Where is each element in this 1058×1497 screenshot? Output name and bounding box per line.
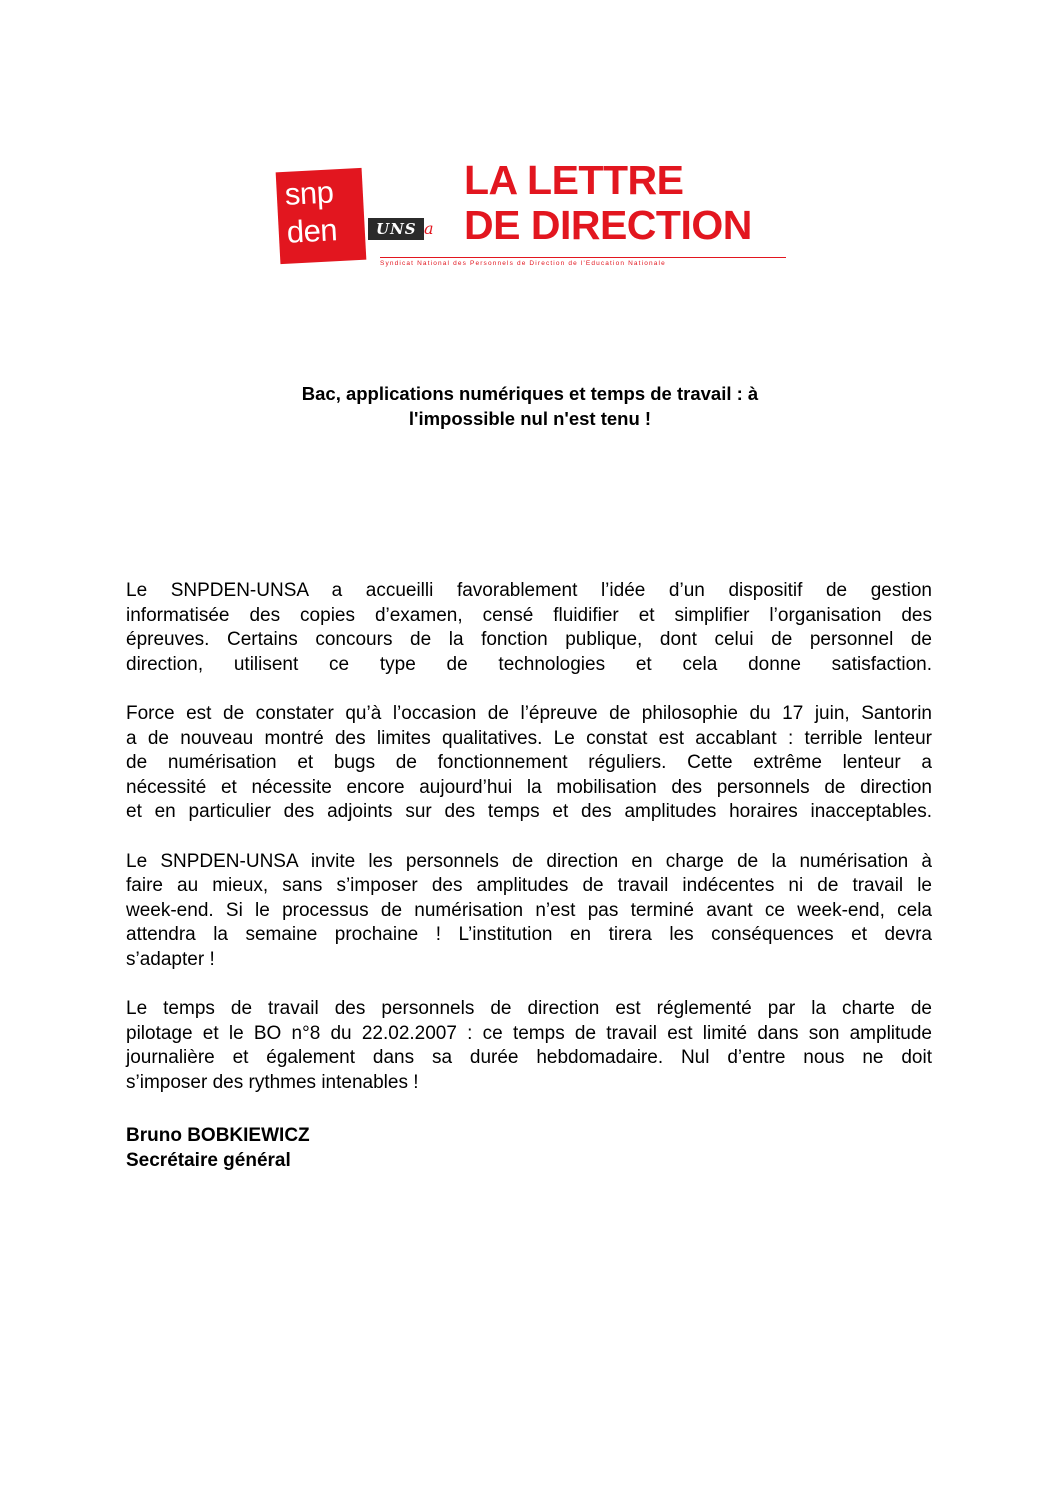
text-line: faire au mieux, sans s’imposer des amplitudes de travail indécentes ni de travail le — [126, 875, 932, 897]
article-title-line2: l'impossible nul n'est tenu ! — [408, 408, 652, 429]
text-line: pilotage et le BO n°8 du 22.02.2007 : ce temps de travail est limité dans son amplitude — [126, 1022, 932, 1044]
logo-divider — [380, 257, 786, 258]
unsa-logo-dark: UNS — [368, 218, 426, 240]
text-line: Le SNPDEN-UNSA invite les personnels de direction en charge de la numérisation à — [126, 850, 932, 872]
snpden-logo-box — [276, 168, 367, 264]
unsa-logo — [368, 218, 454, 242]
newsletter-title — [464, 158, 752, 248]
text-line: et en particulier des adjoints sur des temps et des amplitudes horaires inacceptables. — [126, 801, 932, 823]
signature-block — [126, 1123, 310, 1173]
text-line: Le SNPDEN-UNSA a accueilli favorablement l’idée d’un dispositif de gestion — [126, 580, 932, 601]
paragraph — [126, 850, 932, 973]
logo-snp: snp — [283, 174, 335, 212]
article-title — [230, 381, 830, 431]
logo-den: den — [285, 212, 338, 250]
snpden-logo-text — [284, 173, 338, 252]
newsletter-title-line1: LA LETTRE — [464, 157, 684, 203]
signature-name: Bruno BOBKIEWICZ — [126, 1125, 310, 1146]
text-line: s’imposer des rythmes intenables ! — [126, 1071, 419, 1093]
text-line: Force est de constater qu’à l’occasion de l’épreuve de philosophie du 17 juin, Santorin — [126, 702, 932, 724]
text-line: a de nouveau montré des limites qualitatives. Le constat est accablant : terrible lenteur — [126, 727, 932, 749]
newsletter-title-line2: DE DIRECTION — [464, 202, 752, 248]
article-body — [126, 579, 932, 1120]
text-line: s’adapter ! — [126, 948, 215, 970]
signature-role: Secrétaire général — [126, 1150, 291, 1171]
text-line: journalière et également dans sa durée hebdomadaire. Nul d’entre nous ne doit — [126, 1047, 932, 1069]
text-line: nécessité et nécessite encore aujourd’hui la mobilisation des personnels de direction — [126, 776, 932, 798]
text-line: de numérisation et bugs de fonctionnement réguliers. Cette extrême lenteur a — [126, 752, 932, 774]
article-title-line1: Bac, applications numériques et temps de travail : à — [301, 383, 759, 404]
text-line: direction, utilisent ce type de technologies et cela donne satisfaction. — [126, 653, 932, 675]
header-logo — [276, 158, 796, 278]
paragraph — [126, 702, 932, 825]
paragraph — [126, 997, 932, 1095]
text-line: Le temps de travail des personnels de direction est réglementé par la charte de — [126, 998, 932, 1020]
unsa-logo-light: a — [424, 218, 450, 240]
text-line: épreuves. Certains concours de la fonction publique, dont celui de personnel de — [126, 629, 932, 651]
logo-tagline: Syndicat National des Personnels de Direction de l'Education Nationale — [380, 260, 666, 267]
text-line: week-end. Si le processus de numérisation n’est pas terminé avant ce week-end, cela — [126, 899, 932, 921]
text-line: attendra la semaine prochaine ! L’institution en tirera les conséquences et devra — [126, 924, 932, 946]
text-line: informatisée des copies d’examen, censé fluidifier et simplifier l’organisation des — [126, 604, 932, 626]
paragraph — [126, 579, 932, 677]
